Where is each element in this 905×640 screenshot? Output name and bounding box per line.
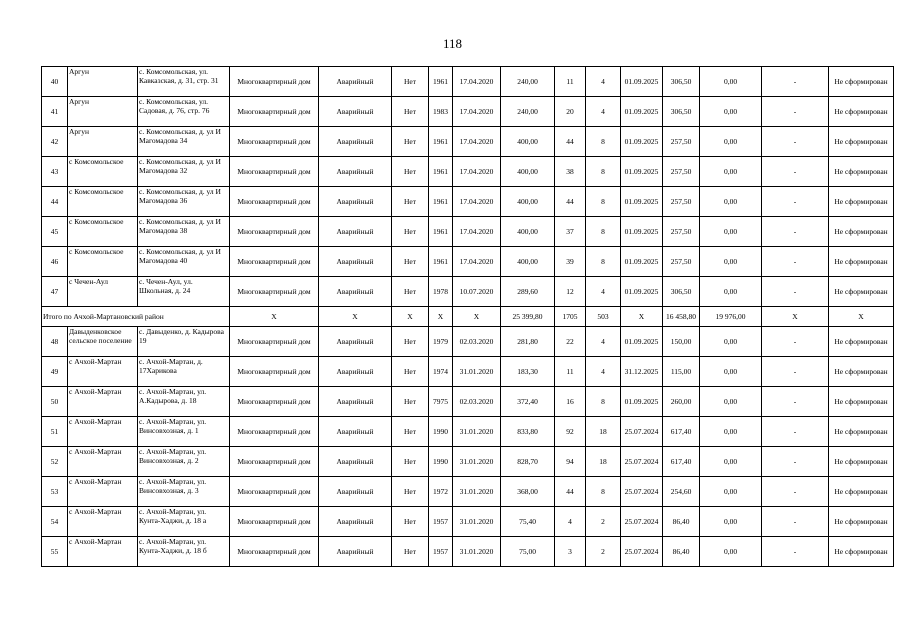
date-cell: 31.01.2020 <box>453 447 501 477</box>
sum-cell: 0,00 <box>700 157 762 187</box>
plan-date-cell: 01.09.2025 <box>621 127 663 157</box>
table-row <box>42 97 894 127</box>
plan-date-cell: 25.07.2024 <box>621 417 663 447</box>
resettle-area-cell: 257,50 <box>663 157 700 187</box>
area-cell: 368,00 <box>501 477 555 507</box>
note-cell: Не сформирован <box>829 157 894 187</box>
house-type-cell: Многоквартирный дом <box>230 67 319 97</box>
year-cell: 1983 <box>429 97 453 127</box>
settlement-cell: с Ачхой-Мартан <box>68 447 138 477</box>
dash-cell: - <box>762 417 829 447</box>
dash-cell: - <box>762 187 829 217</box>
status-cell: Аварийный <box>319 277 392 307</box>
row-number: 51 <box>42 417 68 447</box>
year-cell: 1961 <box>429 247 453 277</box>
dash-cell: - <box>762 327 829 357</box>
date-cell: 17.04.2020 <box>453 97 501 127</box>
subtotal-section <box>42 307 894 327</box>
plan-date-cell: 01.09.2025 <box>621 187 663 217</box>
apartments-cell: 18 <box>586 417 621 447</box>
date-cell: 31.01.2020 <box>453 357 501 387</box>
apartments-cell: 18 <box>586 447 621 477</box>
row-number: 46 <box>42 247 68 277</box>
status-cell: Аварийный <box>319 97 392 127</box>
note-cell: Не сформирован <box>829 217 894 247</box>
resettle-area-cell: 257,50 <box>663 247 700 277</box>
date-cell: 31.01.2020 <box>453 537 501 567</box>
settlement-cell: с Ачхой-Мартан <box>68 537 138 567</box>
subtotal-label: Итого по Ачхой-Мартановский район <box>42 307 230 327</box>
plan-date-cell: 01.09.2025 <box>621 97 663 127</box>
subtotal-x1: X <box>230 307 319 327</box>
year-cell: 1979 <box>429 327 453 357</box>
dash-cell: - <box>762 507 829 537</box>
subtotal-count: 503 <box>586 307 621 327</box>
table-row <box>42 157 894 187</box>
table-row <box>42 327 894 357</box>
residents-cell: 20 <box>555 97 586 127</box>
plan-date-cell: 01.09.2025 <box>621 387 663 417</box>
status-cell: Аварийный <box>319 357 392 387</box>
address-cell: с. Ачхой-Мартан, д. 17Харикова <box>138 357 230 387</box>
note-cell: Не сформирован <box>829 247 894 277</box>
settlement-cell: с Комсомольское <box>68 217 138 247</box>
housing-table <box>41 66 894 567</box>
settlement-cell: Давыденковское сельское поселение <box>68 327 138 357</box>
year-cell: 1961 <box>429 127 453 157</box>
address-cell: с. Комсомольская, ул. Садовая, д. 76, стр. 76 <box>138 97 230 127</box>
settlement-cell: с Ачхой-Мартан <box>68 417 138 447</box>
dash-cell: - <box>762 277 829 307</box>
date-cell: 31.01.2020 <box>453 507 501 537</box>
residents-cell: 4 <box>555 507 586 537</box>
resettle-area-cell: 257,50 <box>663 127 700 157</box>
residents-cell: 11 <box>555 67 586 97</box>
area-cell: 400,00 <box>501 187 555 217</box>
flag-cell: Нет <box>392 507 429 537</box>
residents-cell: 44 <box>555 477 586 507</box>
address-cell: с. Ачхой-Мартан, ул. А.Кадырова, д. 18 <box>138 387 230 417</box>
flag-cell: Нет <box>392 537 429 567</box>
house-type-cell: Многоквартирный дом <box>230 247 319 277</box>
year-cell: 1961 <box>429 187 453 217</box>
residents-cell: 12 <box>555 277 586 307</box>
status-cell: Аварийный <box>319 157 392 187</box>
plan-date-cell: 25.07.2024 <box>621 507 663 537</box>
house-type-cell: Многоквартирный дом <box>230 507 319 537</box>
flag-cell: Нет <box>392 157 429 187</box>
plan-date-cell: 01.09.2025 <box>621 327 663 357</box>
house-type-cell: Многоквартирный дом <box>230 357 319 387</box>
year-cell: 1961 <box>429 217 453 247</box>
sum-cell: 0,00 <box>700 327 762 357</box>
dash-cell: - <box>762 157 829 187</box>
note-cell: Не сформирован <box>829 477 894 507</box>
house-type-cell: Многоквартирный дом <box>230 127 319 157</box>
sum-cell: 0,00 <box>700 357 762 387</box>
date-cell: 02.03.2020 <box>453 327 501 357</box>
flag-cell: Нет <box>392 327 429 357</box>
table-body-a <box>42 67 894 307</box>
dash-cell: - <box>762 477 829 507</box>
row-number: 42 <box>42 127 68 157</box>
area-cell: 400,00 <box>501 127 555 157</box>
dash-cell: - <box>762 537 829 567</box>
subtotal-x5: X <box>453 307 501 327</box>
resettle-area-cell: 306,50 <box>663 67 700 97</box>
table-row <box>42 277 894 307</box>
row-number: 47 <box>42 277 68 307</box>
sum-cell: 0,00 <box>700 507 762 537</box>
date-cell: 31.01.2020 <box>453 417 501 447</box>
residents-cell: 94 <box>555 447 586 477</box>
row-number: 45 <box>42 217 68 247</box>
settlement-cell: с Комсомольское <box>68 247 138 277</box>
settlement-cell: с Комсомольское <box>68 157 138 187</box>
residents-cell: 11 <box>555 357 586 387</box>
flag-cell: Нет <box>392 127 429 157</box>
address-cell: с. Комсомольская, д. ул И Магомадова 38 <box>138 217 230 247</box>
status-cell: Аварийный <box>319 327 392 357</box>
settlement-cell: с Ачхой-Мартан <box>68 387 138 417</box>
note-cell: Не сформирован <box>829 447 894 477</box>
note-cell: Не сформирован <box>829 97 894 127</box>
row-number: 49 <box>42 357 68 387</box>
area-cell: 240,00 <box>501 67 555 97</box>
apartments-cell: 8 <box>586 217 621 247</box>
flag-cell: Нет <box>392 357 429 387</box>
year-cell: 7975 <box>429 387 453 417</box>
area-cell: 281,80 <box>501 327 555 357</box>
dash-cell: - <box>762 247 829 277</box>
page-number: 118 <box>442 36 463 51</box>
address-cell: с. Давыденко, д. Кадырова 19 <box>138 327 230 357</box>
flag-cell: Нет <box>392 187 429 217</box>
dash-cell: - <box>762 217 829 247</box>
year-cell: 1972 <box>429 477 453 507</box>
area-cell: 400,00 <box>501 157 555 187</box>
sum-cell: 0,00 <box>700 477 762 507</box>
subtotal-x8: X <box>829 307 894 327</box>
apartments-cell: 8 <box>586 247 621 277</box>
table-body-b <box>42 327 894 567</box>
plan-date-cell: 01.09.2025 <box>621 217 663 247</box>
resettle-area-cell: 257,50 <box>663 217 700 247</box>
status-cell: Аварийный <box>319 217 392 247</box>
address-cell: с. Ачхой-Мартан, ул. Кунта-Хаджи, д. 18 а <box>138 507 230 537</box>
dash-cell: - <box>762 357 829 387</box>
house-type-cell: Многоквартирный дом <box>230 417 319 447</box>
settlement-cell: с Ачхой-Мартан <box>68 477 138 507</box>
area-cell: 400,00 <box>501 217 555 247</box>
note-cell: Не сформирован <box>829 327 894 357</box>
address-cell: с. Ачхой-Мартан, ул. Винсовхозная, д. 2 <box>138 447 230 477</box>
residents-cell: 39 <box>555 247 586 277</box>
date-cell: 17.04.2020 <box>453 67 501 97</box>
settlement-cell: с Комсомольское <box>68 187 138 217</box>
subtotal-area: 25 399,80 <box>501 307 555 327</box>
table-row <box>42 537 894 567</box>
row-number: 43 <box>42 157 68 187</box>
area-cell: 400,00 <box>501 247 555 277</box>
address-cell: с. Ачхой-Мартан, ул. Винсовхозная, д. 3 <box>138 477 230 507</box>
sum-cell: 0,00 <box>700 67 762 97</box>
note-cell: Не сформирован <box>829 127 894 157</box>
house-type-cell: Многоквартирный дом <box>230 97 319 127</box>
address-cell: с. Комсомольская, ул. Кавказская, д. 31, стр. 31 <box>138 67 230 97</box>
status-cell: Аварийный <box>319 187 392 217</box>
resettle-area-cell: 86,40 <box>663 537 700 567</box>
area-cell: 240,00 <box>501 97 555 127</box>
flag-cell: Нет <box>392 67 429 97</box>
row-number: 53 <box>42 477 68 507</box>
resettle-area-cell: 260,00 <box>663 387 700 417</box>
flag-cell: Нет <box>392 417 429 447</box>
row-number: 50 <box>42 387 68 417</box>
subtotal-x6: X <box>621 307 663 327</box>
sum-cell: 0,00 <box>700 417 762 447</box>
house-type-cell: Многоквартирный дом <box>230 447 319 477</box>
status-cell: Аварийный <box>319 67 392 97</box>
subtotal-sum: 19 976,00 <box>700 307 762 327</box>
area-cell: 75,40 <box>501 507 555 537</box>
address-cell: с. Ачхой-Мартан, ул. Кунта-Хаджи, д. 18 б <box>138 537 230 567</box>
row-number: 44 <box>42 187 68 217</box>
apartments-cell: 4 <box>586 327 621 357</box>
row-number: 52 <box>42 447 68 477</box>
table-row <box>42 447 894 477</box>
status-cell: Аварийный <box>319 127 392 157</box>
table-row <box>42 67 894 97</box>
table-row <box>42 247 894 277</box>
row-number: 55 <box>42 537 68 567</box>
note-cell: Не сформирован <box>829 507 894 537</box>
resettle-area-cell: 150,00 <box>663 327 700 357</box>
settlement-cell: Аргун <box>68 97 138 127</box>
resettle-area-cell: 86,40 <box>663 507 700 537</box>
subtotal-row <box>42 307 894 327</box>
note-cell: Не сформирован <box>829 417 894 447</box>
residents-cell: 3 <box>555 537 586 567</box>
apartments-cell: 8 <box>586 187 621 217</box>
address-cell: с. Комсомольская, д. ул И Магомадова 32 <box>138 157 230 187</box>
sum-cell: 0,00 <box>700 447 762 477</box>
year-cell: 1957 <box>429 537 453 567</box>
resettle-area-cell: 257,50 <box>663 187 700 217</box>
apartments-cell: 8 <box>586 127 621 157</box>
row-number: 41 <box>42 97 68 127</box>
residents-cell: 22 <box>555 327 586 357</box>
table-row <box>42 127 894 157</box>
status-cell: Аварийный <box>319 417 392 447</box>
table-row <box>42 187 894 217</box>
apartments-cell: 8 <box>586 387 621 417</box>
date-cell: 10.07.2020 <box>453 277 501 307</box>
date-cell: 17.04.2020 <box>453 157 501 187</box>
year-cell: 1974 <box>429 357 453 387</box>
apartments-cell: 8 <box>586 477 621 507</box>
area-cell: 833,80 <box>501 417 555 447</box>
apartments-cell: 4 <box>586 67 621 97</box>
plan-date-cell: 25.07.2024 <box>621 477 663 507</box>
settlement-cell: Аргун <box>68 67 138 97</box>
address-cell: с. Комсомольская, д. ул И Магомадова 36 <box>138 187 230 217</box>
note-cell: Не сформирован <box>829 387 894 417</box>
plan-date-cell: 25.07.2024 <box>621 447 663 477</box>
sum-cell: 0,00 <box>700 537 762 567</box>
status-cell: Аварийный <box>319 247 392 277</box>
residents-cell: 92 <box>555 417 586 447</box>
status-cell: Аварийный <box>319 477 392 507</box>
address-cell: с. Чечен-Аул, ул. Школьная, д. 24 <box>138 277 230 307</box>
house-type-cell: Многоквартирный дом <box>230 217 319 247</box>
table-row <box>42 417 894 447</box>
settlement-cell: с Чечен-Аул <box>68 277 138 307</box>
dash-cell: - <box>762 67 829 97</box>
area-cell: 828,70 <box>501 447 555 477</box>
flag-cell: Нет <box>392 387 429 417</box>
row-number: 54 <box>42 507 68 537</box>
table-row <box>42 217 894 247</box>
area-cell: 75,00 <box>501 537 555 567</box>
subtotal-people: 1705 <box>555 307 586 327</box>
status-cell: Аварийный <box>319 387 392 417</box>
settlement-cell: с Ачхой-Мартан <box>68 357 138 387</box>
status-cell: Аварийный <box>319 537 392 567</box>
sum-cell: 0,00 <box>700 97 762 127</box>
resettle-area-cell: 306,50 <box>663 277 700 307</box>
table-row <box>42 387 894 417</box>
sum-cell: 0,00 <box>700 187 762 217</box>
area-cell: 289,60 <box>501 277 555 307</box>
subtotal-x3: X <box>392 307 429 327</box>
address-cell: с. Ачхой-Мартан, ул. Винсовхозная, д. 1 <box>138 417 230 447</box>
row-number: 40 <box>42 67 68 97</box>
dash-cell: - <box>762 387 829 417</box>
address-cell: с. Комсомольская, д. ул И Магомадова 40 <box>138 247 230 277</box>
plan-date-cell: 01.09.2025 <box>621 67 663 97</box>
flag-cell: Нет <box>392 97 429 127</box>
year-cell: 1978 <box>429 277 453 307</box>
note-cell: Не сформирован <box>829 187 894 217</box>
flag-cell: Нет <box>392 217 429 247</box>
note-cell: Не сформирован <box>829 357 894 387</box>
house-type-cell: Многоквартирный дом <box>230 477 319 507</box>
sum-cell: 0,00 <box>700 217 762 247</box>
year-cell: 1961 <box>429 157 453 187</box>
year-cell: 1990 <box>429 447 453 477</box>
resettle-area-cell: 306,50 <box>663 97 700 127</box>
residents-cell: 16 <box>555 387 586 417</box>
flag-cell: Нет <box>392 277 429 307</box>
dash-cell: - <box>762 447 829 477</box>
date-cell: 17.04.2020 <box>453 187 501 217</box>
dash-cell: - <box>762 127 829 157</box>
apartments-cell: 2 <box>586 507 621 537</box>
date-cell: 17.04.2020 <box>453 127 501 157</box>
year-cell: 1961 <box>429 67 453 97</box>
plan-date-cell: 31.12.2025 <box>621 357 663 387</box>
resettle-area-cell: 254,60 <box>663 477 700 507</box>
dash-cell: - <box>762 97 829 127</box>
house-type-cell: Многоквартирный дом <box>230 187 319 217</box>
area-cell: 372,40 <box>501 387 555 417</box>
apartments-cell: 8 <box>586 157 621 187</box>
house-type-cell: Многоквартирный дом <box>230 277 319 307</box>
residents-cell: 37 <box>555 217 586 247</box>
note-cell: Не сформирован <box>829 537 894 567</box>
date-cell: 17.04.2020 <box>453 247 501 277</box>
area-cell: 183,30 <box>501 357 555 387</box>
address-cell: с. Комсомольская, д. ул И Магомадова 34 <box>138 127 230 157</box>
subtotal-x7: X <box>762 307 829 327</box>
sum-cell: 0,00 <box>700 127 762 157</box>
year-cell: 1957 <box>429 507 453 537</box>
resettle-area-cell: 617,40 <box>663 447 700 477</box>
apartments-cell: 4 <box>586 357 621 387</box>
table-row <box>42 507 894 537</box>
apartments-cell: 2 <box>586 537 621 567</box>
status-cell: Аварийный <box>319 447 392 477</box>
plan-date-cell: 01.09.2025 <box>621 277 663 307</box>
table-row <box>42 357 894 387</box>
date-cell: 31.01.2020 <box>453 477 501 507</box>
house-type-cell: Многоквартирный дом <box>230 157 319 187</box>
residents-cell: 44 <box>555 127 586 157</box>
sum-cell: 0,00 <box>700 387 762 417</box>
plan-date-cell: 25.07.2024 <box>621 537 663 567</box>
residents-cell: 44 <box>555 187 586 217</box>
apartments-cell: 4 <box>586 277 621 307</box>
house-type-cell: Многоквартирный дом <box>230 327 319 357</box>
plan-date-cell: 01.09.2025 <box>621 157 663 187</box>
resettle-area-cell: 115,00 <box>663 357 700 387</box>
house-type-cell: Многоквартирный дом <box>230 537 319 567</box>
settlement-cell: Аргун <box>68 127 138 157</box>
date-cell: 02.03.2020 <box>453 387 501 417</box>
house-type-cell: Многоквартирный дом <box>230 387 319 417</box>
residents-cell: 38 <box>555 157 586 187</box>
status-cell: Аварийный <box>319 507 392 537</box>
flag-cell: Нет <box>392 477 429 507</box>
row-number: 48 <box>42 327 68 357</box>
sum-cell: 0,00 <box>700 277 762 307</box>
note-cell: Не сформирован <box>829 67 894 97</box>
sum-cell: 0,00 <box>700 247 762 277</box>
subtotal-x2: X <box>319 307 392 327</box>
subtotal-x4: X <box>429 307 453 327</box>
resettle-area-cell: 617,40 <box>663 417 700 447</box>
year-cell: 1990 <box>429 417 453 447</box>
flag-cell: Нет <box>392 247 429 277</box>
settlement-cell: с Ачхой-Мартан <box>68 507 138 537</box>
note-cell: Не сформирован <box>829 277 894 307</box>
date-cell: 17.04.2020 <box>453 217 501 247</box>
flag-cell: Нет <box>392 447 429 477</box>
subtotal-area2: 16 458,80 <box>663 307 700 327</box>
apartments-cell: 4 <box>586 97 621 127</box>
table-row <box>42 477 894 507</box>
plan-date-cell: 01.09.2025 <box>621 247 663 277</box>
